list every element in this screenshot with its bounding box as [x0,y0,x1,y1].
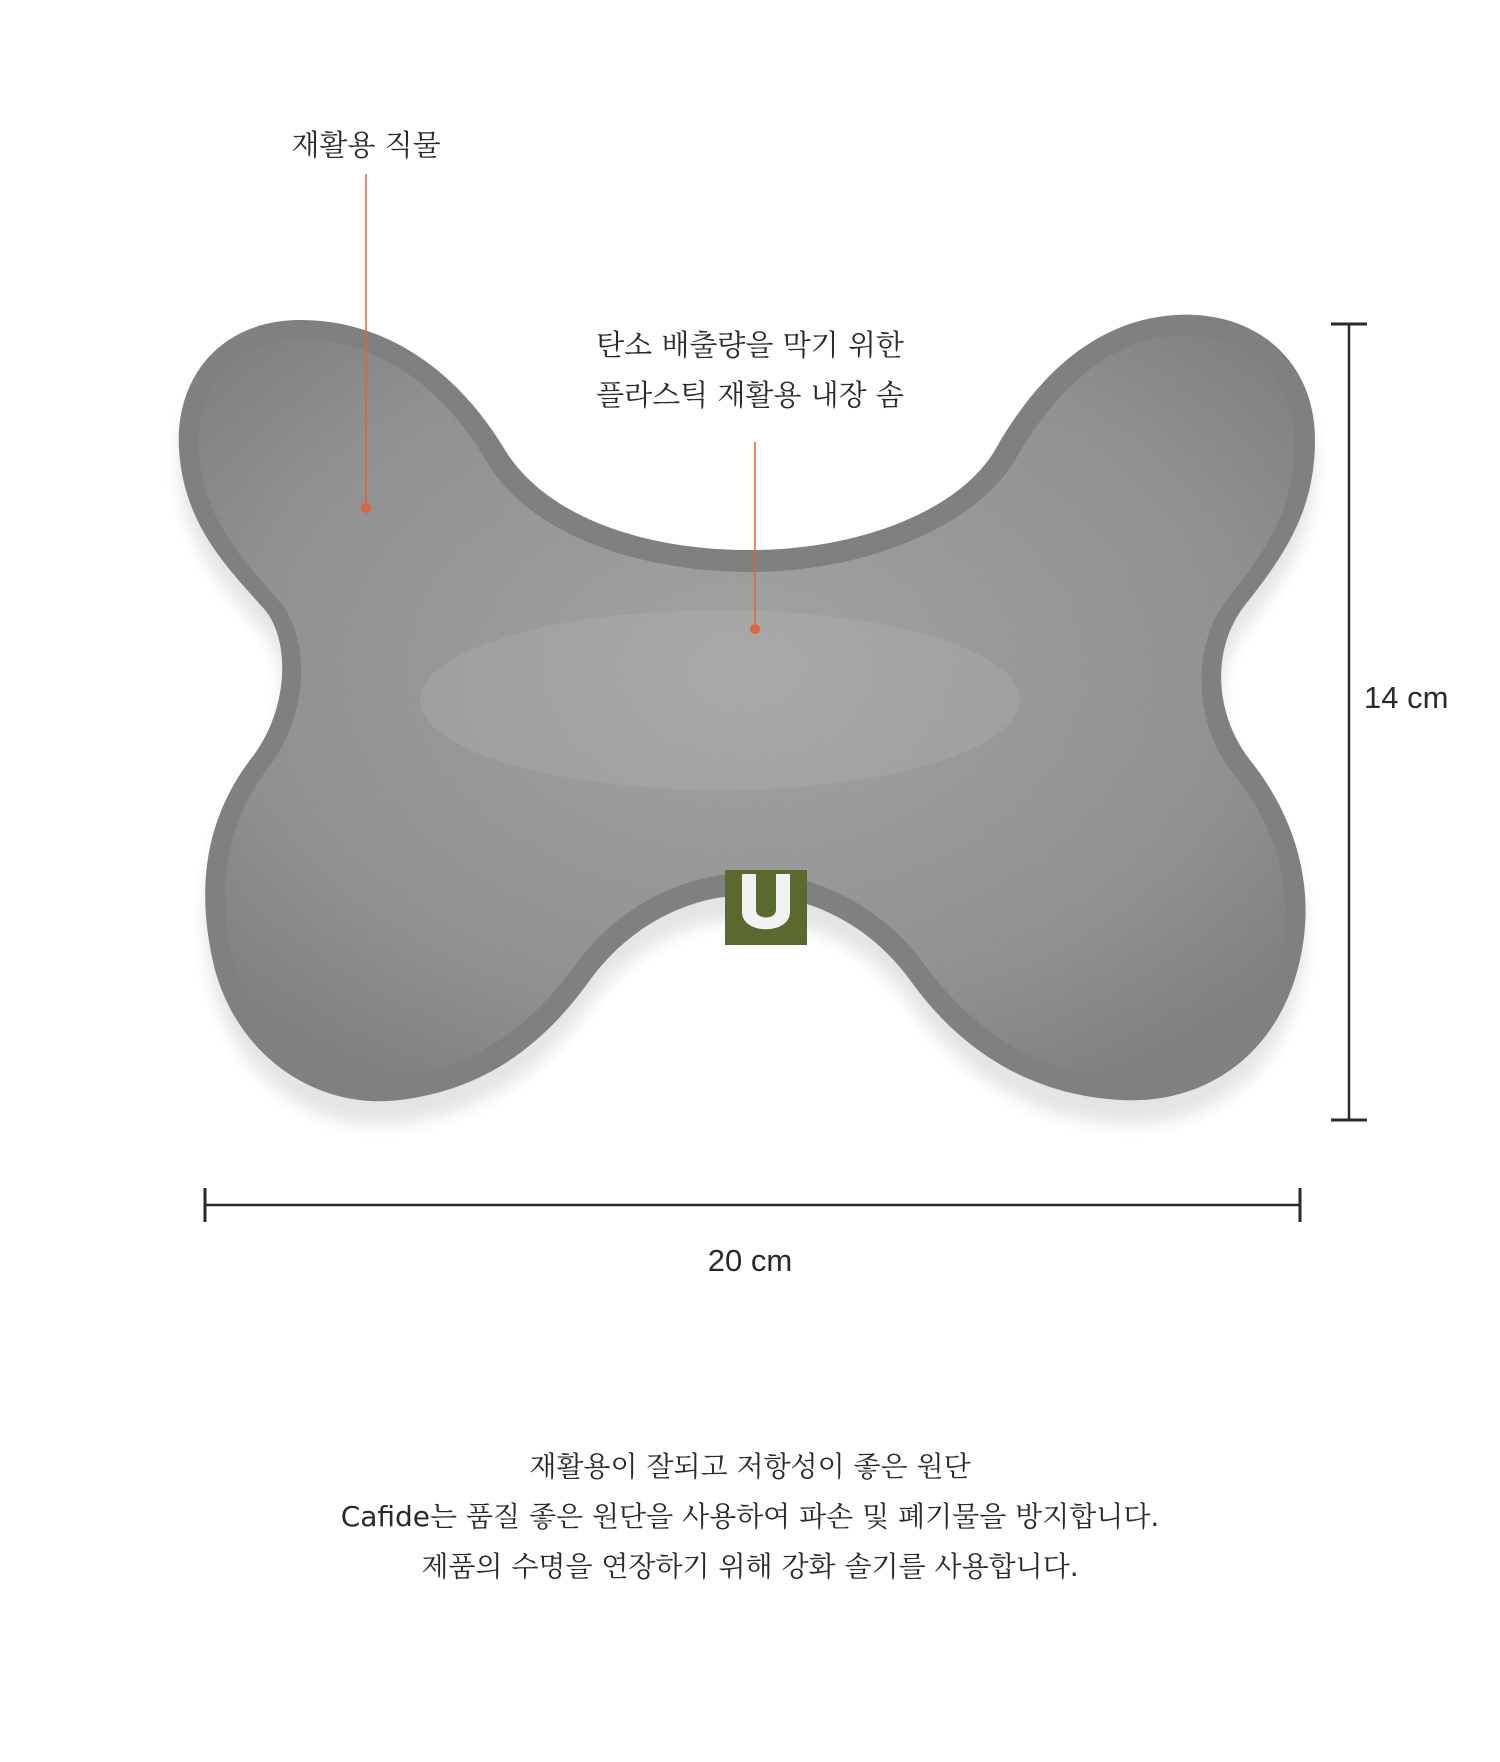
height-dimension-label: 14 cm [1364,680,1449,715]
callout-fabric-text: 재활용 직물 [291,128,441,162]
description-line-3: 제품의 수명을 연장하기 위해 강화 솔기를 사용합니다. [421,1550,1079,1583]
brand-tag-icon [725,870,807,945]
description-line-2: Cafide는 품질 좋은 원단을 사용하여 파손 및 폐기물을 방지합니다. [340,1500,1160,1533]
product-description [250,1442,1250,1592]
callout-fabric-label [266,120,466,170]
description-line-1: 재활용이 잘되고 저항성이 좋은 원단 [529,1450,971,1483]
callout-stuffing-label [560,320,940,420]
height-dimension-line [1331,324,1367,1120]
bone-highlight [420,610,1020,790]
callout-stuffing-line2: 플라스틱 재활용 내장 솜 [596,378,904,412]
width-dimension-label: 20 cm [707,1243,793,1278]
width-dimension-line [205,1188,1300,1222]
callout-stuffing-line1: 탄소 배출량을 막기 위한 [596,328,904,362]
